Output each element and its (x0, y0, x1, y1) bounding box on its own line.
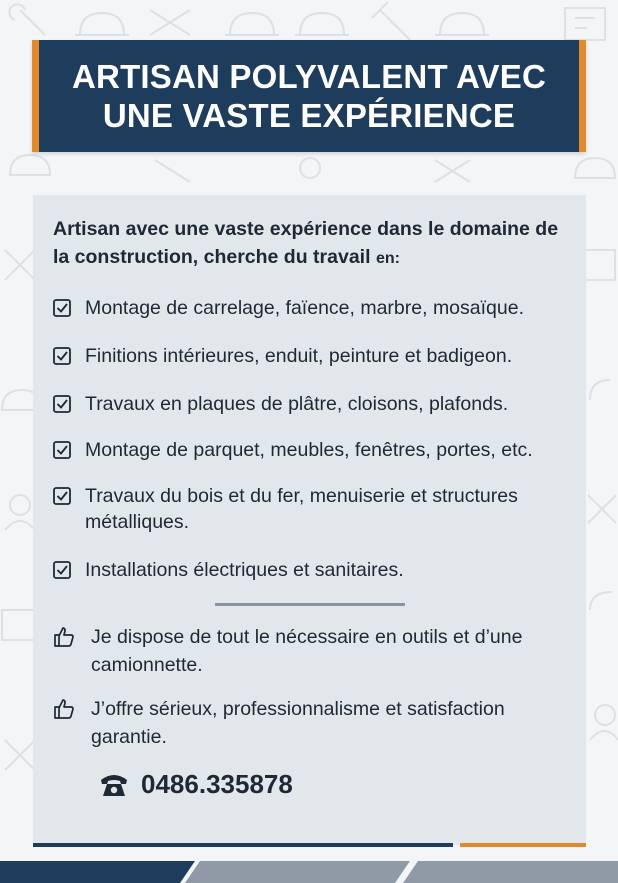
phone-number: 0486.335878 (141, 769, 293, 799)
checkbox-icon (53, 437, 73, 463)
title-line-1: ARTISAN POLYVALENT AVEC (72, 58, 546, 95)
service-text: Installations électriques et sanitaires. (85, 559, 404, 581)
worker-icon (300, 158, 320, 178)
thumbs-up-icon (53, 695, 79, 723)
hard-hat-icon (435, 13, 489, 35)
service-text: Montage de parquet, meubles, fenêtres, portes, etc. (85, 439, 533, 461)
service-text: Travaux en plaques de plâtre, cloisons, plafonds. (85, 393, 509, 415)
service-item (53, 483, 575, 535)
service-text: Finitions intérieures, enduit, peinture et badigeon. (85, 345, 513, 367)
perk-text: J’offre sérieux, professionnalisme et satisfaction garantie. (91, 698, 505, 748)
checkbox-icon (53, 483, 73, 509)
checkbox-icon (53, 557, 73, 583)
title-banner (32, 40, 586, 152)
service-item (53, 437, 575, 463)
hard-hat-icon (75, 13, 129, 35)
hard-hat-icon (10, 155, 50, 175)
tools-icon (588, 495, 616, 523)
worker-icon (5, 495, 35, 530)
hammer-icon (372, 2, 410, 40)
helmet-icon (295, 13, 349, 35)
tools-icon (5, 250, 35, 280)
perk-item (53, 695, 571, 751)
tools-icon (5, 740, 35, 770)
saw-icon (155, 160, 190, 182)
saw-icon (435, 160, 470, 182)
worker-icon (590, 705, 618, 740)
intro-suffix: en: (375, 250, 400, 267)
wrench-icon (9, 4, 45, 35)
thumbs-up-icon (53, 623, 79, 651)
hard-hat-icon (225, 13, 279, 35)
service-item (53, 295, 575, 321)
service-item (53, 391, 575, 417)
telephone-icon (99, 770, 129, 800)
intro-main: Artisan avec une vaste expérience dans le domaine de la construction, cherche du travail (53, 218, 559, 268)
service-item (53, 557, 575, 583)
service-text: Montage de carrelage, faïence, marbre, mosaïque. (85, 297, 524, 319)
helmet-icon (590, 592, 612, 610)
service-item (53, 343, 575, 369)
perk-item (53, 623, 571, 679)
content-card (33, 195, 586, 845)
blueprint-icon (2, 610, 36, 640)
phone-contact (99, 769, 293, 800)
blueprint-icon (585, 250, 615, 280)
section-divider (215, 603, 405, 606)
title-line-2: UNE VASTE EXPÉRIENCE (102, 97, 516, 134)
page-title (72, 57, 546, 135)
hard-hat-icon (575, 158, 615, 178)
checkbox-icon (53, 295, 73, 321)
saw-icon (150, 10, 190, 35)
intro-text (53, 215, 573, 273)
footer-stripes (0, 843, 618, 883)
perk-text: Je dispose de tout le nécessaire en outils et d’une camionnette. (91, 626, 523, 676)
service-text: Travaux du bois et du fer, menuiserie et structures métalliques. (85, 485, 518, 533)
checkbox-icon (53, 391, 73, 417)
checkbox-icon (53, 343, 73, 369)
blueprint-icon (565, 8, 605, 40)
hard-hat-icon (590, 380, 610, 400)
